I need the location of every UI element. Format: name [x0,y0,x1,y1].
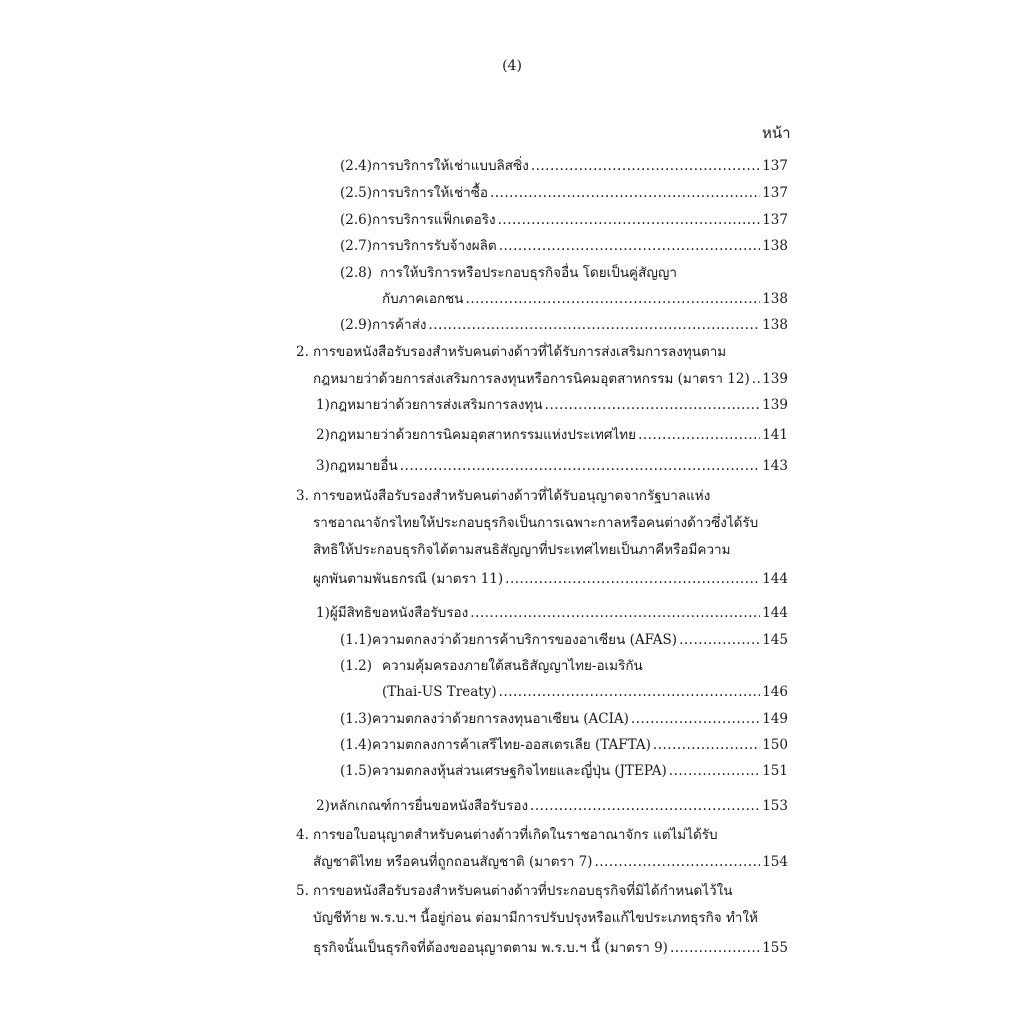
entry-title-cont: ราชอาณาจักรไทยให้ประกอบธุรกิจเป็นการเฉพาะกาลหรือคนต่างด้าวซึ่งได้รับ [313,515,759,531]
entry-page: 144 [762,571,788,587]
entry-page: 138 [762,317,788,333]
page-number: (4) [502,58,522,74]
toc-entry-1-4 [340,736,788,754]
toc-entry-2-9 [340,316,788,334]
entry-title-cont: ธุรกิจนั้นเป็นธุรกิจที่ต้องขออนุญาตตาม พ.ร.บ.ฯ นี้ (มาตรา 9) [313,940,668,956]
leader-dots [631,710,760,728]
entry-code: (2.5) [340,185,373,201]
toc-entry-section-5 [296,882,788,900]
entry-title: ความตกลงว่าด้วยการลงทุนอาเซียน (ACIA) [372,711,629,727]
toc-entry-section-2-cont [313,370,788,388]
entry-code: 3. [296,488,309,504]
toc-entry-section-5-cont-1 [313,909,788,927]
entry-code: (1.2) [340,658,373,674]
page-column-label: หน้า [762,124,791,142]
toc-entry-section-4 [296,826,788,844]
leader-dots [545,396,761,414]
toc-entry-3-sub-2 [316,797,788,815]
leader-dots [752,370,760,388]
entry-code: 2) [316,427,330,443]
entry-code: (1.5) [340,763,373,779]
entry-page: 154 [762,854,788,870]
leader-dots [499,237,761,255]
toc-entry-2-sub-1 [316,396,788,414]
entry-title-cont: (Thai-US Treaty) [382,684,497,700]
leader-dots [466,290,761,308]
leader-dots [670,939,760,957]
entry-title: กฎหมายว่าด้วยการส่งเสริมการลงทุน [329,397,543,413]
toc-entry-2-8 [340,264,788,282]
toc-entry-section-2 [296,343,788,361]
toc-entry-2-sub-2 [316,426,788,444]
toc-entry-section-3-cont-1 [313,514,788,532]
entry-title: หลักเกณฑ์การยื่นขอหนังสือรับรอง [329,798,529,814]
entry-code: 2. [296,344,309,360]
entry-code: (2.8) [340,265,373,281]
toc-entry-1-2-cont [382,683,788,701]
toc-entry-section-4-cont [313,853,788,871]
entry-page: 138 [762,238,788,254]
entry-page: 143 [762,458,788,474]
entry-code: 3) [316,458,330,474]
leader-dots [530,797,760,815]
entry-code: (1.3) [340,711,373,727]
entry-page: 151 [762,763,788,779]
entry-page: 146 [762,684,788,700]
entry-code: 5. [296,883,309,899]
toc-entry-section-3 [296,487,788,505]
toc-entry-2-8-cont [382,290,788,308]
entry-title: การขอหนังสือรับรองสำหรับคนต่างด้าวที่ประกอบธุรกิจที่มิได้กำหนดไว้ใน [313,883,733,899]
leader-dots [499,683,761,701]
toc-entry-1-5 [340,762,788,780]
entry-page: 137 [762,185,788,201]
entry-code: 1) [316,605,330,621]
leader-dots [400,457,760,475]
entry-code: (2.6) [340,212,373,228]
entry-code: (2.4) [340,158,373,174]
leader-dots [490,184,760,202]
leader-dots [531,157,760,175]
entry-title: การบริการให้เช่าแบบลิสซิ่ง [372,158,529,174]
entry-code: 4. [296,827,309,843]
entry-page: 150 [762,737,788,753]
toc-entry-2-5 [340,184,788,202]
toc-entry-section-3-cont-3 [313,570,788,588]
entry-page: 145 [762,632,788,648]
entry-page: 149 [762,711,788,727]
entry-title-cont: สัญชาติไทย หรือคนที่ถูกถอนสัญชาติ (มาตรา 7) [313,854,593,870]
entry-title: ความตกลงว่าด้วยการค้าบริการของอาเซียน (AFAS) [372,632,678,648]
entry-code: 1) [316,397,330,413]
toc-entry-1-3 [340,710,788,728]
entry-title: การขอหนังสือรับรองสำหรับคนต่างด้าวที่ได้รับอนุญาตจากรัฐบาลแห่ง [313,488,711,504]
leader-dots [594,853,760,871]
toc-entry-section-5-cont-2 [313,939,788,957]
leader-dots [470,604,760,622]
toc-entry-2-sub-3 [316,457,788,475]
toc-entry-1-1 [340,631,788,649]
entry-code: (2.7) [340,238,373,254]
leader-dots [505,570,760,588]
leader-dots [653,736,760,754]
entry-page: 153 [762,798,788,814]
entry-page: 137 [762,158,788,174]
entry-code: (1.1) [340,632,373,648]
toc-entry-1-2 [340,657,788,675]
entry-title-cont: ผูกพันตามพันธกรณี (มาตรา 11) [313,571,504,587]
entry-page: 139 [762,371,788,387]
leader-dots [498,211,761,229]
entry-page: 138 [762,291,788,307]
entry-code: (1.4) [340,737,373,753]
entry-code: 2) [316,798,330,814]
entry-page: 155 [762,940,788,956]
entry-title: การให้บริการหรือประกอบธุรกิจอื่น โดยเป็นคู่สัญญา [380,265,677,281]
entry-title: การบริการแฟ็กเตอริง [372,212,496,228]
leader-dots [638,426,760,444]
entry-title: การค้าส่ง [372,317,427,333]
entry-title: ความตกลงการค้าเสรีไทย-ออสเตรเลีย (TAFTA) [372,737,651,753]
entry-title: กฎหมายว่าด้วยการนิคมอุตสาหกรรมแห่งประเทศไทย [329,427,637,443]
leader-dots [679,631,760,649]
entry-title: การบริการให้เช่าซื้อ [372,185,488,201]
toc-entry-2-4 [340,157,788,175]
entry-page: 137 [762,212,788,228]
toc-entry-2-7 [340,237,788,255]
entry-title: ความตกลงหุ้นส่วนเศรษฐกิจไทยและญี่ปุ่น (JTEPA) [372,763,667,779]
entry-title: กฎหมายอื่น [329,458,398,474]
entry-title-cont: สิทธิให้ประกอบธุรกิจได้ตามสนธิสัญญาที่ประเทศไทยเป็นภาคีหรือมีความ [313,542,731,558]
toc-entry-2-6 [340,211,788,229]
entry-title-cont: กฎหมายว่าด้วยการส่งเสริมการลงทุนหรือการนิคมอุตสาหกรรม (มาตรา 12) [313,371,750,387]
entry-code: (2.9) [340,317,373,333]
entry-title: ความคุ้มครองภายใต้สนธิสัญญาไทย-อเมริกัน [382,658,643,674]
toc-entry-3-sub-1 [316,604,788,622]
entry-title-cont: กับภาคเอกชน [382,291,464,307]
entry-title-cont: บัญชีท้าย พ.ร.บ.ฯ นี้อยู่ก่อน ต่อมามีการปรับปรุงหรือแก้ไขประเภทธุรกิจ ทำให้ [313,910,758,926]
entry-title: ผู้มีสิทธิขอหนังสือรับรอง [329,605,469,621]
entry-title: การขอหนังสือรับรองสำหรับคนต่างด้าวที่ได้รับการส่งเสริมการลงทุนตาม [313,344,727,360]
entry-page: 144 [762,605,788,621]
toc-entry-section-3-cont-2 [313,541,788,559]
entry-page: 139 [762,397,788,413]
leader-dots [428,316,760,334]
entry-title: การขอใบอนุญาตสำหรับคนต่างด้าวที่เกิดในราชอาณาจักร แต่ไม่ได้รับ [313,827,718,843]
entry-title: การบริการรับจ้างผลิต [372,238,497,254]
leader-dots [669,762,760,780]
entry-page: 141 [762,427,788,443]
